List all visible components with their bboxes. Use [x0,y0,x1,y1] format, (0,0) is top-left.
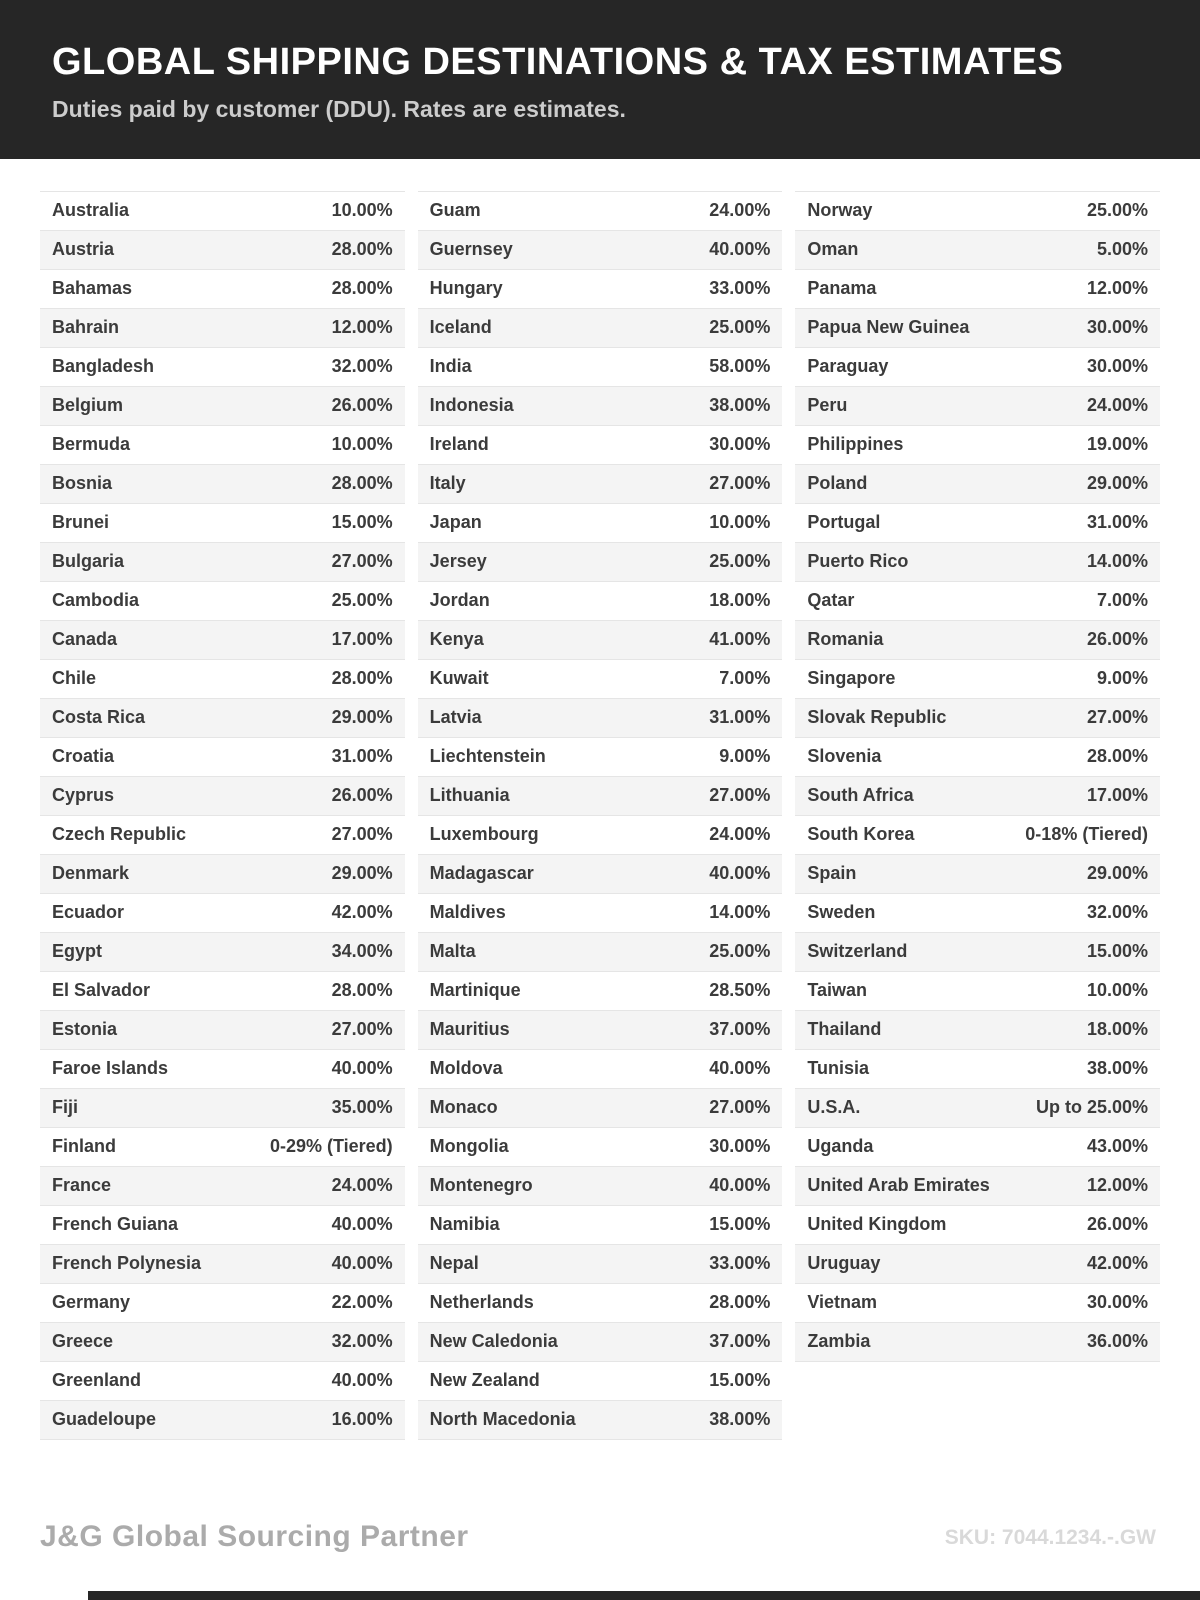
country-name: Cyprus [52,785,115,806]
rate-row [418,1401,783,1440]
rate-row [418,855,783,894]
country-name: Tunisia [807,1058,870,1079]
country-name: New Zealand [429,1370,540,1391]
rate-row [418,777,783,816]
tax-rate: 9.00% [1096,668,1149,689]
tax-rate: 38.00% [709,1409,771,1430]
tax-rate: Up to 25.00% [1035,1097,1149,1118]
tax-rate: 40.00% [709,863,771,884]
rate-row [795,387,1160,426]
country-name: Bahamas [52,278,133,299]
country-name: France [52,1175,112,1196]
rate-row [795,1011,1160,1050]
rates-table [0,191,1200,1440]
rates-column-1 [40,191,405,1440]
country-name: Czech Republic [52,824,187,845]
tax-rate: 7.00% [1096,590,1149,611]
country-name: Luxembourg [429,824,539,845]
rate-row [418,1362,783,1401]
country-name: Iceland [429,317,492,338]
country-name: Namibia [429,1214,500,1235]
tax-rate: 22.00% [331,1292,393,1313]
page-title: GLOBAL SHIPPING DESTINATIONS & TAX ESTIMATES [52,41,1064,83]
country-name: Bahrain [52,317,120,338]
rate-row [418,426,783,465]
tax-rate: 15.00% [331,512,393,533]
rate-row [795,972,1160,1011]
tax-rate: 30.00% [1086,317,1149,338]
rate-row [40,777,405,816]
tax-rate: 33.00% [709,278,771,299]
tax-rate: 15.00% [709,1214,771,1235]
rate-row [40,348,405,387]
tax-rate: 30.00% [709,434,771,455]
country-name: Monaco [429,1097,498,1118]
rate-row [795,582,1160,621]
tax-rate: 5.00% [1096,239,1149,260]
rate-row [418,543,783,582]
tax-rate: 24.00% [709,824,771,845]
country-name: Cambodia [52,590,140,611]
rate-row [795,1089,1160,1128]
tax-rate: 0-29% (Tiered) [269,1136,393,1157]
tax-rate: 28.00% [331,473,393,494]
tax-rate: 25.00% [709,941,771,962]
country-name: Guadeloupe [52,1409,157,1430]
tax-rate: 35.00% [331,1097,393,1118]
country-name: Norway [807,200,873,221]
rate-row [795,894,1160,933]
tax-rate: 26.00% [331,785,393,806]
tax-rate: 15.00% [709,1370,771,1391]
rate-row [40,1128,405,1167]
tax-rate: 41.00% [709,629,771,650]
rate-row [795,855,1160,894]
country-name: United Arab Emirates [807,1175,990,1196]
rate-row [40,543,405,582]
tax-rate: 10.00% [709,512,771,533]
rate-row [795,777,1160,816]
country-name: Ecuador [52,902,125,923]
tax-rate: 37.00% [709,1019,771,1040]
tax-rate: 24.00% [709,200,771,221]
tax-rate: 18.00% [709,590,771,611]
rate-row [795,270,1160,309]
brand-text: J&G Global Sourcing Partner [40,1520,469,1553]
rate-row [418,738,783,777]
country-name: French Polynesia [52,1253,202,1274]
tax-rate: 7.00% [719,668,771,689]
country-name: Austria [52,239,115,260]
country-name: Hungary [429,278,503,299]
rate-row [418,1050,783,1089]
country-name: Australia [52,200,130,221]
tax-rate: 28.00% [331,239,393,260]
tax-rate: 27.00% [1086,707,1149,728]
page-footer [40,1520,1156,1554]
rate-row [40,894,405,933]
rate-row [40,1050,405,1089]
tax-rate: 30.00% [1086,356,1149,377]
country-name: Estonia [52,1019,118,1040]
rate-row [795,816,1160,855]
tax-rate: 9.00% [719,746,771,767]
rate-row [795,348,1160,387]
rate-row [795,1323,1160,1362]
rate-row [40,660,405,699]
rate-row [795,309,1160,348]
country-name: French Guiana [52,1214,179,1235]
tax-rate: 14.00% [709,902,771,923]
country-name: Guam [429,200,481,221]
rate-row [418,465,783,504]
country-name: Vietnam [807,1292,878,1313]
tax-rate: 32.00% [331,356,393,377]
country-name: Bangladesh [52,356,155,377]
tax-rate: 40.00% [331,1253,393,1274]
rate-row [418,231,783,270]
rate-row [795,543,1160,582]
rate-row [40,1011,405,1050]
country-name: Montenegro [429,1175,533,1196]
tax-rate: 58.00% [709,356,771,377]
rate-row [795,192,1160,231]
tax-rate: 12.00% [1086,1175,1149,1196]
tax-rate: 29.00% [331,863,393,884]
rate-row [418,1089,783,1128]
country-name: Taiwan [807,980,868,1001]
country-name: United Kingdom [807,1214,947,1235]
rate-row [795,465,1160,504]
rate-row [418,1128,783,1167]
tax-rate: 43.00% [1086,1136,1149,1157]
country-name: Brunei [52,512,110,533]
tax-rate: 16.00% [331,1409,393,1430]
tax-rate: 18.00% [1086,1019,1149,1040]
country-name: Fiji [52,1097,78,1118]
rate-row [418,1245,783,1284]
tax-rate: 28.00% [1086,746,1149,767]
tax-rate: 40.00% [331,1214,393,1235]
tax-rate: 36.00% [1086,1331,1149,1352]
tax-rate: 38.00% [709,395,771,416]
rate-row [40,1167,405,1206]
rate-row [795,1245,1160,1284]
tax-rate: 29.00% [1086,863,1149,884]
country-name: Bermuda [52,434,131,455]
rate-row [40,192,405,231]
tax-rate: 19.00% [1086,434,1149,455]
country-name: Sweden [807,902,876,923]
tax-rate: 0-18% (Tiered) [1025,824,1149,845]
country-name: Romania [807,629,884,650]
country-name: Greece [52,1331,114,1352]
tax-rate: 34.00% [331,941,393,962]
country-name: Guernsey [429,239,513,260]
tax-rate: 26.00% [331,395,393,416]
rate-row [40,270,405,309]
rate-row [40,855,405,894]
tax-rate: 27.00% [709,1097,771,1118]
country-name: Ireland [429,434,489,455]
country-name: Portugal [807,512,881,533]
tax-rate: 28.00% [331,278,393,299]
country-name: India [429,356,472,377]
country-name: Mauritius [429,1019,510,1040]
rate-row [795,933,1160,972]
country-name: Denmark [52,863,130,884]
rate-row [40,738,405,777]
country-name: El Salvador [52,980,151,1001]
rate-row [795,426,1160,465]
rate-row [795,738,1160,777]
tax-rate: 12.00% [331,317,393,338]
rate-row [795,1050,1160,1089]
country-name: Jersey [429,551,487,572]
country-name: Papua New Guinea [807,317,970,338]
rate-row [418,1011,783,1050]
tax-rate: 38.00% [1086,1058,1149,1079]
rate-row [40,1245,405,1284]
tax-rate: 27.00% [331,551,393,572]
tax-rate: 30.00% [1086,1292,1149,1313]
country-name: Bulgaria [52,551,125,572]
rate-row [795,1128,1160,1167]
country-name: Uganda [807,1136,874,1157]
tax-rate: 29.00% [331,707,393,728]
tax-rate: 10.00% [1086,980,1149,1001]
rates-column-2 [418,191,783,1440]
rate-row [40,387,405,426]
tax-rate: 26.00% [1086,1214,1149,1235]
tax-rate: 28.00% [709,1292,771,1313]
rate-row [40,1362,405,1401]
tax-rate: 28.00% [331,980,393,1001]
country-name: Kenya [429,629,484,650]
rate-row [40,1206,405,1245]
tax-rate: 42.00% [1086,1253,1149,1274]
country-name: Nepal [429,1253,479,1274]
tax-rate: 42.00% [331,902,393,923]
tax-rate: 37.00% [709,1331,771,1352]
tax-rate: 29.00% [1086,473,1149,494]
country-name: Oman [807,239,859,260]
rate-row [40,621,405,660]
rate-row [418,387,783,426]
tax-rate: 25.00% [709,317,771,338]
rate-row [795,660,1160,699]
country-name: Bosnia [52,473,113,494]
country-name: Faroe Islands [52,1058,169,1079]
rate-row [418,582,783,621]
country-name: Lithuania [429,785,510,806]
country-name: Qatar [807,590,855,611]
country-name: Puerto Rico [807,551,909,572]
country-name: Panama [807,278,877,299]
tax-rate: 27.00% [331,1019,393,1040]
rate-row [418,348,783,387]
tax-rate: 31.00% [1086,512,1149,533]
rate-row [795,504,1160,543]
country-name: Mongolia [429,1136,509,1157]
tax-rate: 32.00% [1086,902,1149,923]
tax-rate: 12.00% [1086,278,1149,299]
tax-rate: 27.00% [331,824,393,845]
rate-row [40,816,405,855]
tax-rate: 28.50% [709,980,771,1001]
rate-row [418,816,783,855]
country-name: Liechtenstein [429,746,546,767]
page-subtitle: Duties paid by customer (DDU). Rates are estimates. [52,95,626,122]
rate-row [40,465,405,504]
country-name: Finland [52,1136,116,1157]
rate-row [418,1323,783,1362]
country-name: Slovenia [807,746,882,767]
rate-row [795,1206,1160,1245]
country-name: Thailand [807,1019,882,1040]
rate-row [418,309,783,348]
tax-rate: 33.00% [709,1253,771,1274]
rate-row [40,1401,405,1440]
tax-rate: 24.00% [1086,395,1149,416]
country-name: Belgium [52,395,124,416]
country-name: Martinique [429,980,521,1001]
rate-row [40,426,405,465]
country-name: Chile [52,668,97,689]
tax-rate: 14.00% [1086,551,1149,572]
tax-rate: 40.00% [331,1370,393,1391]
tax-rate: 32.00% [331,1331,393,1352]
country-name: Spain [807,863,857,884]
rate-row [40,1284,405,1323]
country-name: Jordan [429,590,490,611]
country-name: Latvia [429,707,482,728]
tax-rate: 25.00% [1086,200,1149,221]
tax-rate: 25.00% [709,551,771,572]
country-name: Paraguay [807,356,889,377]
rate-row [40,231,405,270]
rate-row [418,621,783,660]
rate-row [418,699,783,738]
bottom-accent-bar [88,1591,1200,1600]
rate-row [40,972,405,1011]
country-name: Zambia [807,1331,871,1352]
rate-row [418,270,783,309]
tax-rate: 31.00% [709,707,771,728]
country-name: U.S.A. [807,1097,861,1118]
country-name: Switzerland [807,941,908,962]
rate-row [418,504,783,543]
tax-rate: 40.00% [709,239,771,260]
rate-row [40,699,405,738]
country-name: Germany [52,1292,131,1313]
rate-row [40,309,405,348]
rate-row [418,1284,783,1323]
tax-rate: 17.00% [1086,785,1149,806]
country-name: Philippines [807,434,904,455]
rate-row [795,699,1160,738]
country-name: Croatia [52,746,115,767]
tax-rate: 40.00% [709,1058,771,1079]
rates-column-3 [795,191,1160,1362]
rate-row [418,660,783,699]
country-name: Canada [52,629,118,650]
tax-rate: 40.00% [709,1175,771,1196]
rate-row [418,972,783,1011]
tax-rate: 30.00% [709,1136,771,1157]
country-name: Italy [429,473,466,494]
country-name: Japan [429,512,482,533]
tax-rate: 25.00% [331,590,393,611]
country-name: South Africa [807,785,914,806]
tax-rate: 28.00% [331,668,393,689]
rate-row [418,1206,783,1245]
country-name: Costa Rica [52,707,146,728]
country-name: Greenland [52,1370,142,1391]
country-name: North Macedonia [429,1409,576,1430]
rate-row [40,1323,405,1362]
country-name: Indonesia [429,395,514,416]
rate-row [40,582,405,621]
country-name: Kuwait [429,668,489,689]
rate-row [795,231,1160,270]
country-name: Uruguay [807,1253,881,1274]
tax-rate: 40.00% [331,1058,393,1079]
country-name: Madagascar [429,863,534,884]
tax-rate: 10.00% [331,434,393,455]
rate-row [795,621,1160,660]
rate-row [40,504,405,543]
rate-row [40,1089,405,1128]
rate-row [418,192,783,231]
country-name: Malta [429,941,476,962]
country-name: South Korea [807,824,915,845]
rate-row [795,1167,1160,1206]
rate-row [418,933,783,972]
sku-label: SKU: 7044.1234.-.GW [944,1526,1156,1549]
country-name: Slovak Republic [807,707,947,728]
tax-rate: 10.00% [331,200,393,221]
rate-row [418,1167,783,1206]
tax-rate: 31.00% [331,746,393,767]
tax-rate: 27.00% [709,785,771,806]
tax-rate: 24.00% [331,1175,393,1196]
tax-rate: 26.00% [1086,629,1149,650]
rate-row [795,1284,1160,1323]
tax-rate: 17.00% [331,629,393,650]
country-name: Egypt [52,941,103,962]
country-name: Moldova [429,1058,503,1079]
tax-rate: 15.00% [1086,941,1149,962]
country-name: New Caledonia [429,1331,558,1352]
page-header [0,0,1200,159]
country-name: Singapore [807,668,896,689]
country-name: Peru [807,395,848,416]
country-name: Poland [807,473,868,494]
country-name: Maldives [429,902,506,923]
tax-rate: 27.00% [709,473,771,494]
rate-row [40,933,405,972]
country-name: Netherlands [429,1292,534,1313]
rate-row [418,894,783,933]
